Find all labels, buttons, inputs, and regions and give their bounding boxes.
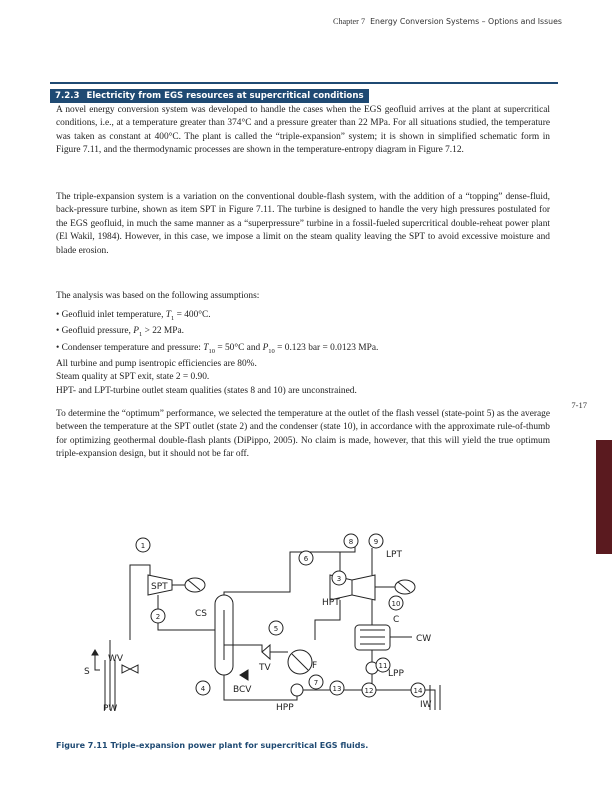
paragraph-2 xyxy=(56,191,550,258)
wv-label: WV xyxy=(108,654,124,664)
iw-label: IW xyxy=(420,700,432,710)
chapter-thumb-tab xyxy=(596,440,612,554)
spt-label: SPT xyxy=(151,582,168,592)
cs-label: CS xyxy=(195,609,207,619)
paragraph-text: The analysis was based on the following assumptions: xyxy=(56,291,260,301)
svg-text:7: 7 xyxy=(313,679,319,687)
svg-text:11: 11 xyxy=(378,662,388,670)
list-item: • Geofluid inlet temperature, $T_1 = 400^\circ C$. xyxy=(56,310,211,322)
s-line xyxy=(95,655,100,670)
bcv-label: BCV xyxy=(233,685,252,695)
svg-text:2: 2 xyxy=(155,613,161,621)
paragraph-4 xyxy=(56,408,550,462)
f-label: F xyxy=(312,661,318,671)
paragraph-1 xyxy=(56,104,550,158)
running-header xyxy=(333,17,562,26)
svg-text:13: 13 xyxy=(332,685,342,693)
list-item: Steam quality at SPT exit, state 2 = 0.90. xyxy=(56,372,210,383)
bcv-valve xyxy=(240,670,248,680)
svg-text:6: 6 xyxy=(303,555,309,563)
svg-text:3: 3 xyxy=(336,575,342,583)
plant-schematic xyxy=(80,530,480,720)
svg-text:5: 5 xyxy=(273,625,279,633)
assumptions-list xyxy=(56,309,550,398)
hpt-label: HPT xyxy=(322,598,340,608)
chapter-label: Chapter 7 xyxy=(332,17,366,26)
svg-text:1: 1 xyxy=(140,542,146,550)
lpp-label: LPP xyxy=(388,669,404,679)
list-item: • Condenser temperature and pressure: $T_{10} = 50^\circ C$ and $P_{10} = 0.123$ bar = 0.0123 MPa. xyxy=(56,342,379,355)
pw-label: PW xyxy=(103,704,118,714)
s-label: S xyxy=(84,667,90,677)
svg-text:12: 12 xyxy=(364,687,374,695)
paragraph-3 xyxy=(56,290,550,303)
cw-label: CW xyxy=(416,634,432,644)
caption-label: Figure 7.11 xyxy=(56,741,108,750)
tv-valve xyxy=(262,645,270,659)
section-title: Electricity from EGS resources at supercritical conditions xyxy=(86,91,364,101)
paragraph-text: The triple-expansion system is a variation on the conventional double-flash system, with the addition of a “topping” dense-fluid, back-pressure turbine, shown as item SPT in Figure 7.11. The turbine is designed to handle the very high pressures postulated for the EGS geofluid, in much the same manner as a “superpressure” turbine in a fossil-fueled supercritical double-reheat power plant (El Wakil, 1984). However, in this case, we impose a limit on the steam quality leaving the SPT to avoid excessive moisture and blade erosion. xyxy=(56,192,550,256)
tv-label: TV xyxy=(259,663,271,673)
hpp-pump xyxy=(291,684,303,696)
section-number: 7.2.3 xyxy=(55,91,80,101)
svg-text:14: 14 xyxy=(413,687,423,695)
svg-text:9: 9 xyxy=(373,538,379,546)
page-number: 7-17 xyxy=(571,400,587,410)
wv-valve xyxy=(122,665,138,673)
lpt-label: LPT xyxy=(386,550,402,560)
section-heading xyxy=(50,89,369,103)
supply-line xyxy=(130,565,150,640)
list-item: • Geofluid pressure, $P_1 > 22$ MPa. xyxy=(56,326,184,339)
paragraph-text: To determine the “optimum” performance, we selected the temperature at the outlet of the flash vessel (state-point 5) as the average between the temperature at the SPT outlet (state 2) and the condenser (state 10), in accordance with the approximate rule-of-thumb for optimizing geothermal double-flash plants (DiPippo, 2005). No claim is made, however, that this will yield the true optimum triple-expansion design, but it should not be far off. xyxy=(56,409,550,460)
list-item: All turbine and pump isentropic efficiencies are 80%. xyxy=(56,358,257,369)
svg-text:4: 4 xyxy=(200,685,206,693)
chapter-title: Energy Conversion Systems – Options and Issues xyxy=(370,17,562,26)
svg-text:8: 8 xyxy=(348,538,354,546)
list-item: HPT- and LPT-turbine outlet steam qualities (states 8 and 10) are unconstrained. xyxy=(56,385,357,396)
section-rule xyxy=(50,82,558,84)
cs-steam-line xyxy=(224,552,340,595)
caption-text: Triple-expansion power plant for supercritical EGS fluids. xyxy=(110,741,369,750)
paragraph-text: A novel energy conversion system was developed to handle the cases when the EGS geofluid arrives at the plant at supercritical conditions, i.e., at a temperature greater than 374°C and a pressure greater than 22 MPa. For all situations studied, the temperature was taken as constant at 400°C. The plant is called the “triple-expansion” system; it is shown in simplified schematic form in Figure 7.11, and the thermodynamic processes are shown in the temperature-entropy diagram in Figure 7.12. xyxy=(56,105,550,156)
lpt-turbine xyxy=(352,575,375,600)
hpp-label: HPP xyxy=(276,703,294,713)
figure-caption xyxy=(56,741,368,750)
c-label: C xyxy=(393,615,400,625)
svg-text:10: 10 xyxy=(391,600,401,608)
